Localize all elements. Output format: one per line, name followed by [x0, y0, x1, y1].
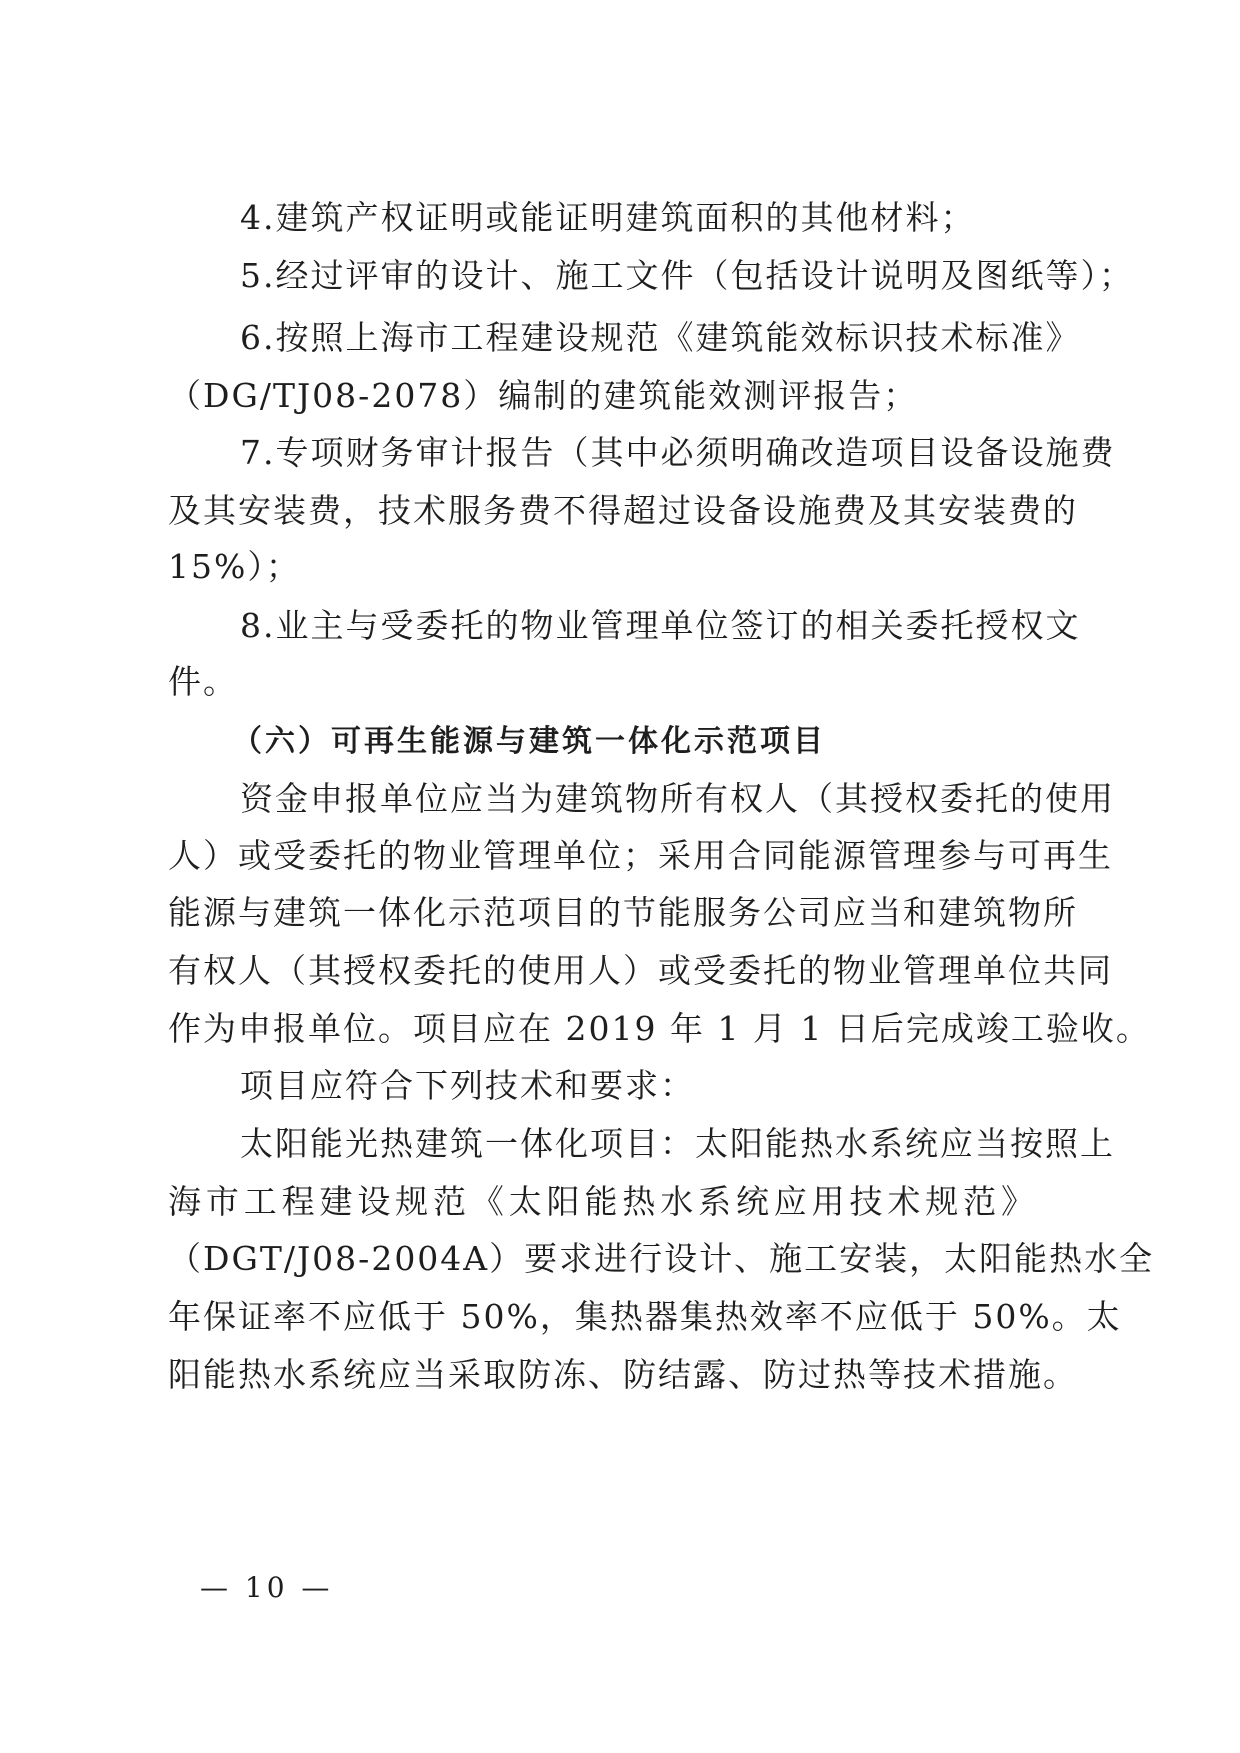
body-paragraph-1-line-3: 能源与建筑一体化示范项目的节能服务公司应当和建筑物所: [168, 893, 1078, 932]
body-paragraph-1-line-1: 资金申报单位应当为建筑物所有权人（其授权委托的使用: [240, 779, 1115, 818]
list-item-7-line-3: 15%）；: [168, 547, 301, 586]
body-paragraph-1-line-4: 有权人（其授权委托的使用人）或受委托的物业管理单位共同: [168, 951, 1113, 990]
list-item-4: 4.建筑产权证明或能证明建筑面积的其他材料；: [240, 198, 976, 237]
list-item-8-line-2: 件。: [168, 662, 238, 701]
list-item-8-line-1: 8.业主与受委托的物业管理单位签订的相关委托授权文: [240, 606, 1081, 645]
body-paragraph-1-line-2: 人）或受委托的物业管理单位；采用合同能源管理参与可再生: [168, 836, 1113, 875]
body-paragraph-3-line-5: 阳能热水系统应当采取防冻、防结露、防过热等技术措施。: [168, 1355, 1078, 1394]
body-paragraph-2: 项目应符合下列技术和要求：: [240, 1066, 695, 1105]
body-paragraph-3-line-1: 太阳能光热建筑一体化项目：太阳能热水系统应当按照上: [240, 1124, 1115, 1163]
body-paragraph-3-line-3: （DGT/J08-2004A）要求进行设计、施工安装，太阳能热水全: [168, 1239, 1155, 1278]
body-paragraph-3-line-4: 年保证率不应低于 50%，集热器集热效率不应低于 50%。太: [168, 1297, 1122, 1336]
body-paragraph-1-line-5: 作为申报单位。项目应在 2019 年 1 月 1 日后完成竣工验收。: [168, 1009, 1151, 1048]
page-number: — 10 —: [200, 1571, 334, 1604]
list-item-7-line-2: 及其安装费，技术服务费不得超过设备设施费及其安装费的: [168, 491, 1078, 530]
list-item-6-line-1: 6.按照上海市工程建设规范《建筑能效标识技术标准》: [240, 318, 1081, 357]
list-item-6-line-2: （DG/TJ08-2078）编制的建筑能效测评报告；: [168, 376, 919, 415]
list-item-7-line-1: 7.专项财务审计报告（其中必须明确改造项目设备设施费: [240, 433, 1116, 472]
section-heading: （六）可再生能源与建筑一体化示范项目: [232, 724, 826, 759]
list-item-5: 5.经过评审的设计、施工文件（包括设计说明及图纸等）；: [240, 256, 1134, 295]
body-paragraph-3-line-2: 海市工程建设规范《太阳能热水系统应用技术规范》: [168, 1182, 1036, 1221]
